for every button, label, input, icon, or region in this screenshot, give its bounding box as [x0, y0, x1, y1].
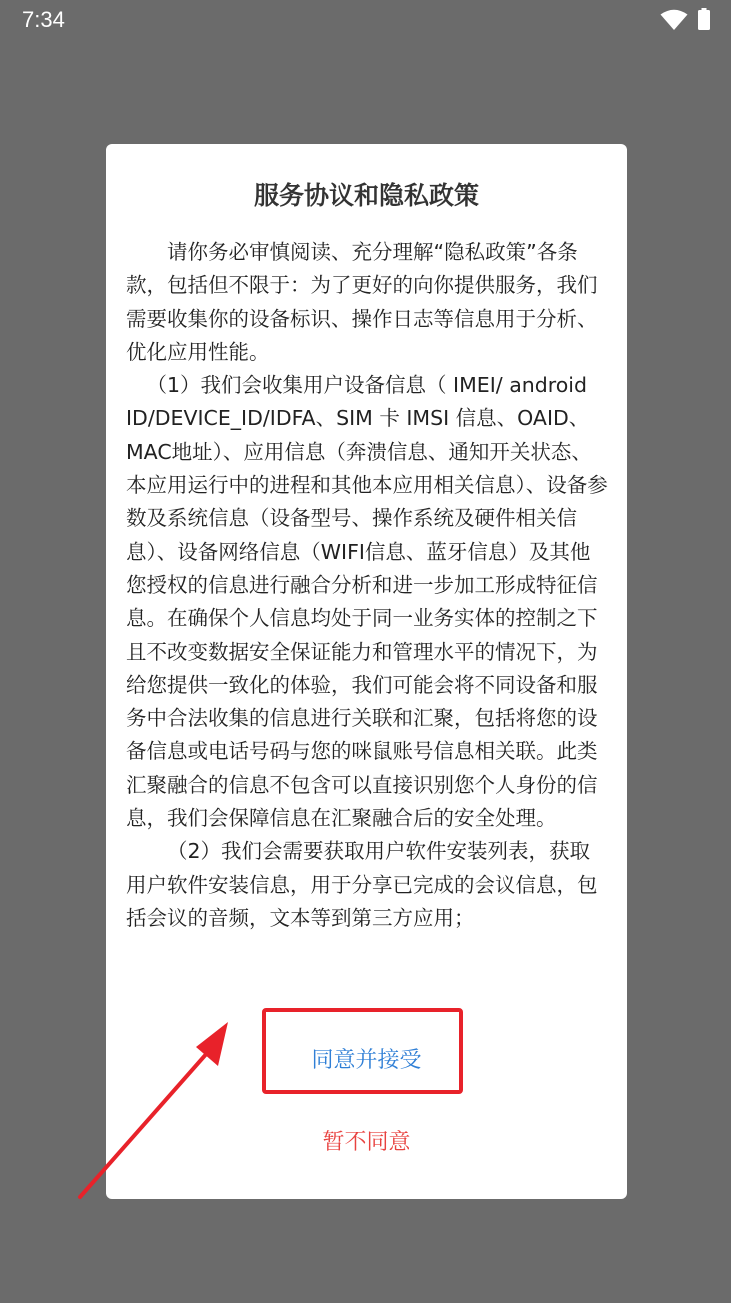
dialog-title: 服务协议和隐私政策: [253, 181, 479, 210]
app-list-paragraph: （2）我们会需要获取用户软件安装列表，获取用户软件安装信息，用于分享已完成的会议信息，包括会议的音频，文本等到第三方应用；: [126, 839, 598, 930]
decline-button[interactable]: 暂不同意: [322, 1130, 411, 1155]
privacy-dialog: [106, 144, 627, 1199]
device-info-paragraph: （1）我们会收集用户设备信息（ IMEI/ android ID/DEVICE_ID/IDFA、SIM 卡 IMSI 信息、OAID、MAC地址）、应用信息（奔溃信息、通知开关状态、本应用运行中的进程和其他本应用相关信息）、设备参数及系统信息（设备型号、操作系统及硬件相关信息）、设备网络信息（WIFI信息、蓝牙信息）及其他您授权的信息进行融合分析和进一步加工形成特征信息。在确保个人信息均处于同一业务实体的控制之下且不改变数据安全保证能力和管理水平的情况下，为给您提供一致化的体验，我们可能会将不同设备和服务中合法收集的信息进行关联和汇聚，包括将您的设备信息或电话号码与您的咪鼠账号信息相关联。此类汇聚融合的信息不包含可以直接识别您个人身份的信息，我们会保障信息在汇聚融合后的安全处理。: [126, 373, 608, 831]
status-time: 7:34: [22, 7, 65, 32]
intro-paragraph: 请你务必审慎阅读、充分理解“隐私政策”各条款，包括但不限于：为了更好的向你提供服务，我们需要收集你的设备标识、操作日志等信息用于分析、优化应用性能。: [126, 240, 598, 364]
status-bar: [0, 0, 731, 40]
wifi-icon: [660, 9, 688, 31]
battery-icon: [698, 8, 710, 30]
accept-button[interactable]: 同意并接受: [311, 1048, 422, 1073]
dialog-body[interactable]: [126, 236, 608, 935]
